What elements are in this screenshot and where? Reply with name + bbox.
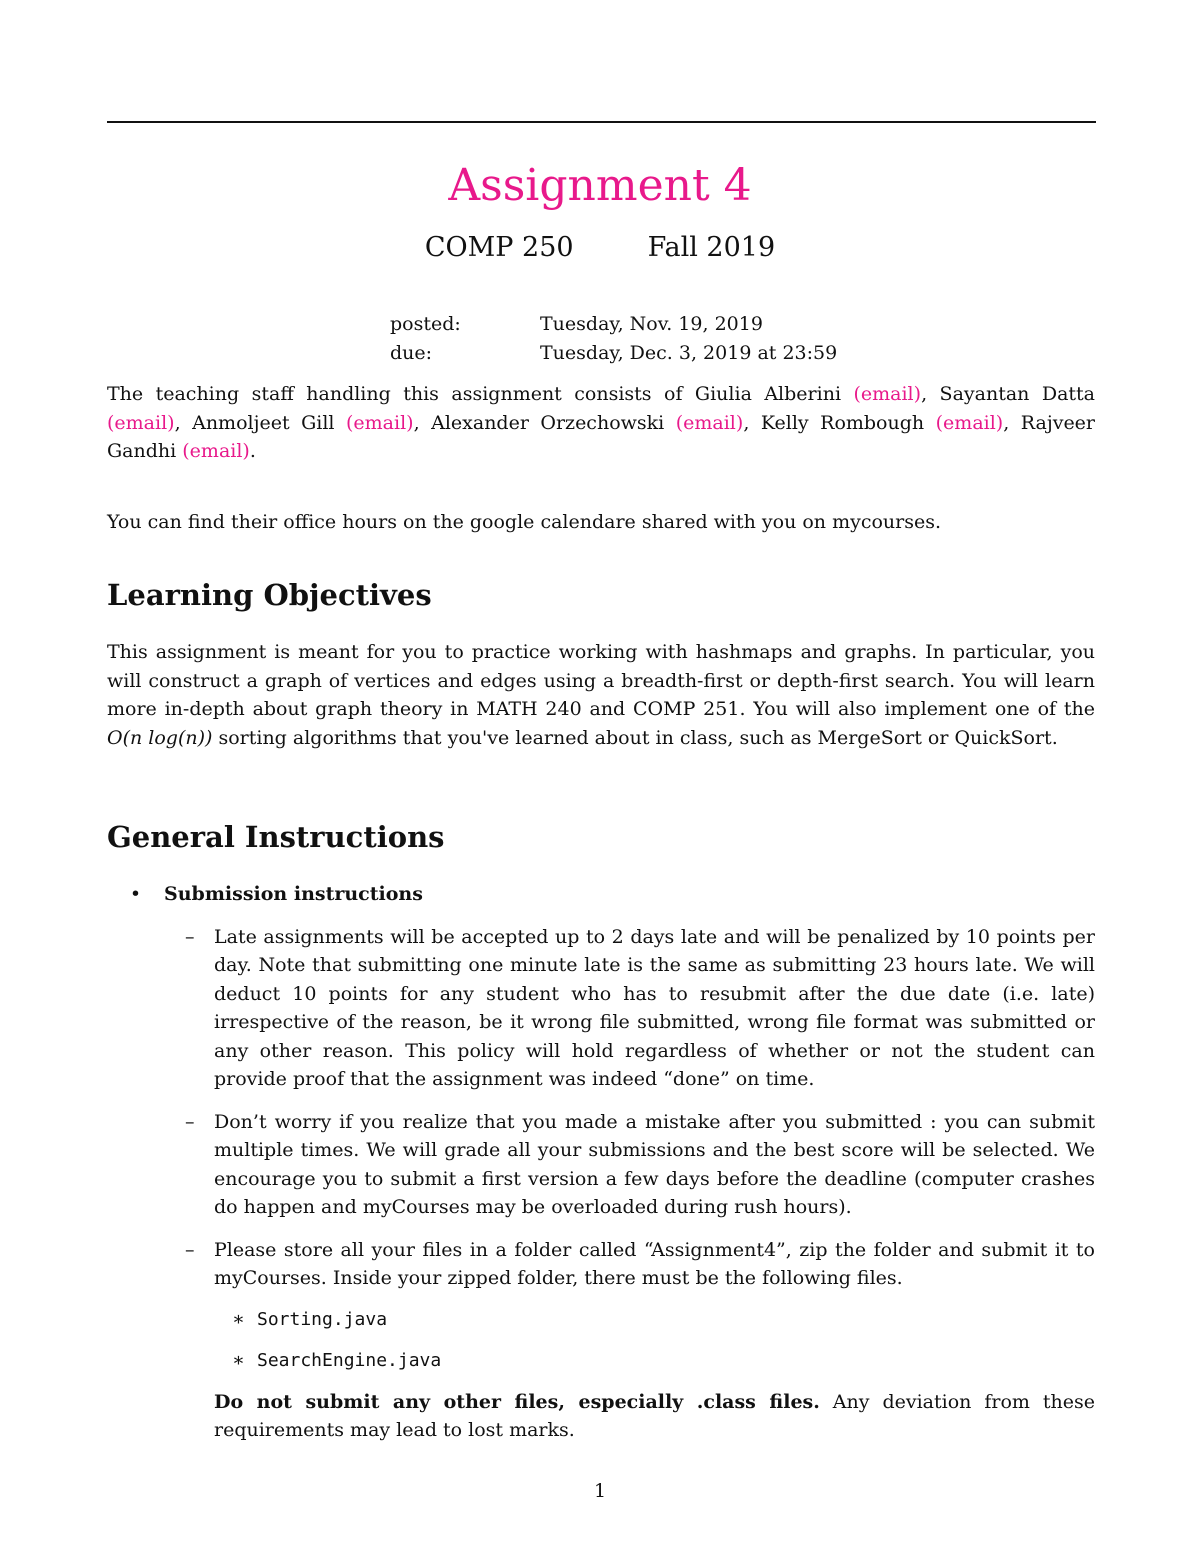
page-number: 1	[593, 1480, 607, 1502]
due-value: Tuesday, Dec. 3, 2019 at 23:59	[540, 342, 838, 364]
list-item	[107, 880, 1095, 1445]
posted-value: Tuesday, Nov. 19, 2019	[540, 313, 763, 335]
list-item: – Please store all your files in a folder called “Assignment4”, zip the folder and submit it to myCourses. Inside your zipped folder, there must be the following files.	[107, 1236, 1095, 1293]
posted-row	[390, 310, 837, 339]
email-link-gill[interactable]: (email)	[346, 411, 414, 434]
instructions-list	[107, 880, 1095, 1445]
course-code: COMP 250	[424, 232, 574, 263]
learning-objectives-text: This assignment is meant for you to practice working with hashmaps and graphs. In particular, you will construct a graph of vertices and edges using a breadth-first or depth-first search. You will learn more in-depth about graph theory in MATH 240 and COMP 251. You will also implement one of the O(n log(n)) sorting algorithms that you've learned about in class, such as MergeSort or QuickSort.	[107, 641, 1095, 749]
email-link-rombough[interactable]: (email)	[935, 411, 1004, 434]
dash-icon: –	[185, 1110, 195, 1133]
learning-objectives-heading: Learning Objectives	[107, 578, 432, 612]
course-line	[0, 232, 1200, 263]
staff-paragraph: The teaching staff handling this assignment consists of Giulia Alberini (email), Sayantan Datta (email), Anmoljeet Gill (email), Alexander Orzechowski (email), Kelly Rombough (email), Rajveer Gandhi (email).	[107, 383, 1096, 462]
posted-label: posted:	[390, 313, 461, 335]
due-row	[390, 339, 837, 368]
top-rule	[107, 121, 1096, 123]
page-title: Assignment 4	[448, 160, 752, 211]
list-item: – Don’t worry if you realize that you made a mistake after you submitted : you can submit multiple times. We will grade all your submissions and the best score will be selected. We encourage you to submit a first version a few days before the deadline (computer crashes do happen and myCourses may be overloaded during rush hours).	[107, 1108, 1095, 1222]
office-hours-text: You can find their office hours on the google calendare shared with you on mycourses.	[107, 511, 942, 533]
asterisk-icon: ∗	[232, 1307, 245, 1330]
dates-table	[390, 310, 837, 368]
file-item: ∗ Sorting.java	[107, 1305, 1095, 1335]
email-link-alberini[interactable]: (email)	[853, 383, 922, 405]
submission-note: Do not submit any other files, especially .class files. Any deviation from these requirements may lead to lost marks.	[214, 1390, 1096, 1441]
due-label: due:	[390, 342, 433, 364]
list-item: – Late assignments will be accepted up to 2 days late and will be penalized by 10 points per day. Note that submitting one minute late is the same as submitting 23 hours late. We will deduct 10 points for any student who has to resubmit after the due date (i.e. late) irrespective of the reason, be it wrong file submitted, wrong file format was submitted or any other reason. This policy will hold regardless of whether or not the student can provide proof that the assignment was indeed “done” on time.	[107, 923, 1095, 1094]
general-instructions-heading: General Instructions	[107, 820, 445, 854]
dash-icon: –	[185, 925, 195, 948]
bullet-icon: •	[129, 883, 142, 905]
file-item: ∗ SearchEngine.java	[107, 1346, 1095, 1376]
email-link-datta[interactable]: (email)	[107, 411, 175, 434]
complexity-math: O(n log(n))	[107, 726, 213, 749]
submission-instructions-title: Submission instructions	[164, 883, 423, 905]
email-link-orzechowski[interactable]: (email)	[675, 411, 744, 434]
asterisk-icon: ∗	[232, 1349, 245, 1371]
email-link-gandhi[interactable]: (email)	[182, 440, 250, 462]
course-term: Fall 2019	[647, 232, 776, 263]
dash-icon: –	[185, 1238, 195, 1261]
